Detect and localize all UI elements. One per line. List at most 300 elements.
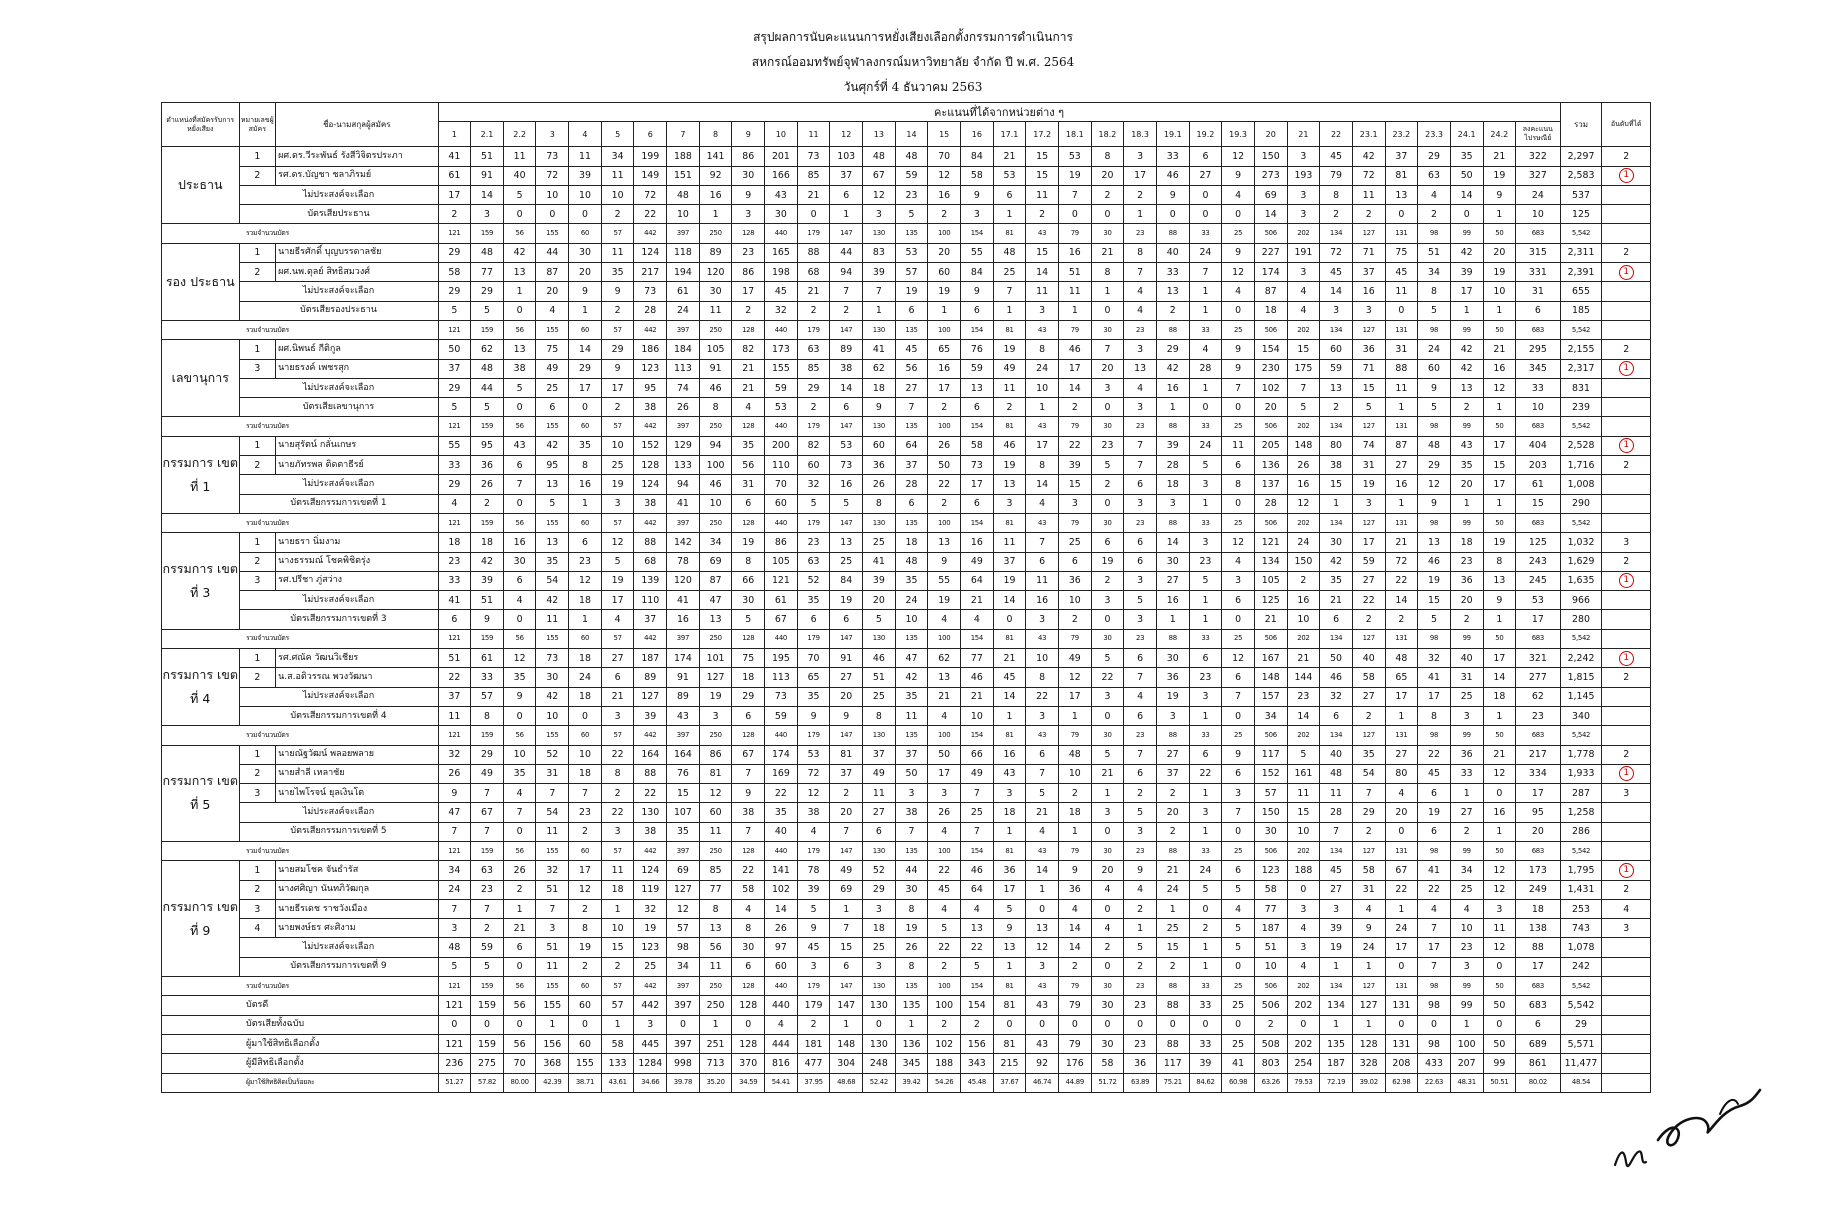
unit-score: 11 [601, 243, 634, 262]
rank-cell [1602, 764, 1651, 783]
unit-score: 0 [569, 205, 602, 224]
header-unit: 10 [765, 122, 798, 147]
unit-score: 147 [830, 513, 863, 532]
unit-score: 23 [1124, 629, 1157, 648]
unit-score: 0 [471, 1015, 504, 1034]
header-candidate-name: ชื่อ-นามสกุลผู้สมัคร [276, 103, 438, 147]
unit-score: 1 [1189, 784, 1222, 803]
unit-score: 250 [699, 977, 732, 996]
unit-score: 683 [1516, 224, 1560, 243]
unit-score: 17 [928, 764, 961, 783]
unit-score: 131 [1385, 417, 1418, 436]
unit-score: 27 [1352, 571, 1385, 590]
unit-score: 88 [1156, 841, 1189, 860]
unit-score: 52.42 [863, 1073, 896, 1092]
unit-score: 442 [634, 841, 667, 860]
unit-score: 60 [1418, 359, 1451, 378]
unit-score: 70 [503, 1054, 536, 1073]
rank-cell [1602, 533, 1651, 552]
unit-score: 397 [667, 1034, 700, 1053]
unit-score: 56 [732, 456, 765, 475]
unit-score: 44.89 [1058, 1073, 1091, 1092]
unit-score: 0 [863, 1015, 896, 1034]
ballot-status-row [162, 938, 1651, 957]
unit-score: 13 [503, 263, 536, 282]
unit-score: 31 [1385, 340, 1418, 359]
unit-score: 136 [895, 1034, 928, 1053]
unit-score: 121 [438, 629, 471, 648]
unit-score: 82 [732, 340, 765, 359]
unit-score: 440 [765, 726, 798, 745]
unit-score: 506 [1254, 513, 1287, 532]
unit-score: 20 [1091, 166, 1124, 185]
unit-score: 8 [1026, 456, 1059, 475]
unit-score: 2 [1189, 919, 1222, 938]
unit-score: 2 [1091, 571, 1124, 590]
unit-score: 130 [863, 977, 896, 996]
rank-cell [1602, 841, 1651, 860]
unit-score: 12 [569, 571, 602, 590]
rank-cell [1602, 398, 1651, 417]
unit-score: 42 [536, 436, 569, 455]
unit-score: 49 [1058, 649, 1091, 668]
unit-score: 5 [895, 205, 928, 224]
unit-score: 8 [895, 899, 928, 918]
row-total: 1,933 [1560, 764, 1602, 783]
unit-score: 119 [634, 880, 667, 899]
candidate-row [162, 880, 1651, 899]
unit-score: 48 [863, 147, 896, 166]
unit-score: 99 [1450, 977, 1483, 996]
rank-number: 2 [1623, 343, 1630, 355]
unit-score: 54 [536, 571, 569, 590]
unit-score: 20 [928, 243, 961, 262]
unit-score: 87 [699, 571, 732, 590]
unit-score: 51 [471, 147, 504, 166]
unit-score: 35 [1450, 456, 1483, 475]
unit-score: 8 [699, 899, 732, 918]
unit-score: 127 [667, 880, 700, 899]
unit-score: 8 [1091, 147, 1124, 166]
unit-score: 251 [699, 1034, 732, 1053]
unit-score: 60 [569, 629, 602, 648]
unit-score: 22 [601, 803, 634, 822]
unit-score: 3 [1124, 571, 1157, 590]
unit-score: 50 [1483, 1034, 1516, 1053]
unit-score: 7 [1124, 263, 1157, 282]
unit-score: 23 [797, 533, 830, 552]
ballot-sum-row [162, 629, 1651, 648]
unit-score: 7 [503, 475, 536, 494]
unit-score: 46 [961, 861, 994, 880]
unit-score: 18 [1450, 533, 1483, 552]
candidate-name: น.ส.อติวรรณ พวงวัฒนา [276, 668, 438, 687]
unit-score: 2 [797, 398, 830, 417]
unit-score: 11 [863, 784, 896, 803]
unit-score: 47 [438, 803, 471, 822]
unit-score: 11 [536, 822, 569, 841]
unit-score: 81 [993, 841, 1026, 860]
unit-score: 25 [536, 378, 569, 397]
rank-cell [1602, 957, 1651, 976]
unit-score: 16 [1483, 803, 1516, 822]
unit-score: 29 [1418, 456, 1451, 475]
candidate-name: รศ.ดร.บัญชา ชลาภิรมย์ [276, 166, 438, 185]
candidate-name: นายภัทรพล ติดตาธีรย์ [276, 456, 438, 475]
unit-score: 7 [1222, 803, 1255, 822]
unit-score: 25 [1222, 996, 1255, 1015]
unit-score: 713 [699, 1054, 732, 1073]
header-unit: 17.1 [993, 122, 1026, 147]
unit-score: 79 [1058, 629, 1091, 648]
rank-cell [1602, 205, 1651, 224]
row-total: 340 [1560, 706, 1602, 725]
unit-score: 1 [1156, 610, 1189, 629]
unit-score: 4 [1385, 784, 1418, 803]
rank-cell [1602, 938, 1651, 957]
rank-cell [1602, 263, 1651, 282]
unit-score: 5 [1124, 938, 1157, 957]
unit-score: 3 [797, 957, 830, 976]
unit-score: 1 [1189, 591, 1222, 610]
unit-score: 147 [830, 996, 863, 1015]
unit-score: 60 [569, 417, 602, 436]
unit-score: 0 [1222, 205, 1255, 224]
unit-score: 683 [1516, 513, 1560, 532]
unit-score: 2 [928, 494, 961, 513]
unit-score: 26 [503, 861, 536, 880]
unit-score: 9 [438, 784, 471, 803]
unit-score: 13 [1124, 359, 1157, 378]
unit-score: 21 [1287, 649, 1320, 668]
unit-score: 19 [993, 456, 1026, 475]
unit-score: 27 [601, 649, 634, 668]
unit-score: 0 [503, 494, 536, 513]
unit-score: 4 [1222, 185, 1255, 204]
unit-score: 20 [569, 263, 602, 282]
unit-score: 2 [830, 301, 863, 320]
unit-score: 506 [1254, 629, 1287, 648]
unit-score: 46 [1320, 668, 1353, 687]
unit-score: 19 [895, 282, 928, 301]
row-total: 1,778 [1560, 745, 1602, 764]
unit-score: 16 [1352, 282, 1385, 301]
unit-score: 1 [1320, 957, 1353, 976]
unit-score: 94 [667, 475, 700, 494]
report-title: สรุปผลการนับคะแนนการหยั่งเสียงเลือกตั้งกรรมการดำเนินการ [753, 30, 1073, 44]
unit-score: 19 [830, 591, 863, 610]
row-total: 5,542 [1560, 841, 1602, 860]
unit-score: 21 [961, 591, 994, 610]
unit-score: 52 [536, 745, 569, 764]
unit-score: 79 [1320, 166, 1353, 185]
unit-score: 7 [1091, 340, 1124, 359]
candidate-number: 1 [239, 861, 276, 880]
unit-score: 397 [667, 629, 700, 648]
unit-score: 32 [1320, 687, 1353, 706]
winner-rank-circle: 1 [1619, 863, 1634, 878]
unit-score: 33 [1516, 378, 1560, 397]
unit-score: 0 [1222, 822, 1255, 841]
unit-score: 22 [601, 745, 634, 764]
unit-score: 84 [961, 147, 994, 166]
unit-score: 67 [863, 166, 896, 185]
unit-score: 56 [895, 359, 928, 378]
unit-score: 29 [471, 282, 504, 301]
unit-score: 179 [797, 841, 830, 860]
unit-score: 87 [1385, 436, 1418, 455]
unit-score: 91 [471, 166, 504, 185]
unit-score: 0 [1091, 301, 1124, 320]
unit-score: 81 [993, 1034, 1026, 1053]
unit-score: 6 [993, 185, 1026, 204]
unit-score: 19 [1483, 166, 1516, 185]
winner-rank-circle: 1 [1619, 651, 1634, 666]
unit-score: 99 [1450, 726, 1483, 745]
candidate-number: 1 [239, 533, 276, 552]
unit-score: 3 [1026, 301, 1059, 320]
candidate-row [162, 668, 1651, 687]
unit-score: 4 [1222, 552, 1255, 571]
candidate-number: 2 [239, 166, 276, 185]
unit-score: 33 [1189, 996, 1222, 1015]
unit-score: 8 [1091, 263, 1124, 282]
rank-cell [1602, 726, 1651, 745]
unit-score: 40 [1320, 745, 1353, 764]
unit-score: 11 [536, 610, 569, 629]
unit-score: 45 [928, 880, 961, 899]
unit-score: 36 [1058, 571, 1091, 590]
unit-score: 60 [765, 957, 798, 976]
unit-score: 35 [732, 436, 765, 455]
unit-score: 10 [1254, 957, 1287, 976]
unit-score: 117 [1156, 1054, 1189, 1073]
unit-score: 92 [1026, 1054, 1059, 1073]
unit-score: 30 [536, 668, 569, 687]
unit-score: 6 [1124, 706, 1157, 725]
unit-score: 34 [1450, 861, 1483, 880]
unit-score: 16 [1156, 591, 1189, 610]
unit-score: 1 [1189, 938, 1222, 957]
unit-score: 130 [863, 320, 896, 339]
unit-score: 2 [1058, 610, 1091, 629]
unit-score: 154 [961, 996, 994, 1015]
ballot-status-row [162, 205, 1651, 224]
unit-score: 8 [601, 764, 634, 783]
unit-score: 37 [830, 764, 863, 783]
row-total: 537 [1560, 185, 1602, 204]
unit-score: 205 [1254, 436, 1287, 455]
unit-score: 0 [1483, 957, 1516, 976]
unit-score: 43 [1450, 436, 1483, 455]
unit-score: 14 [993, 591, 1026, 610]
unit-score: 151 [667, 166, 700, 185]
header-unit: 23.3 [1418, 122, 1451, 147]
unit-score: 13 [503, 340, 536, 359]
candidate-row [162, 243, 1651, 262]
unit-score: 98 [1418, 1034, 1451, 1053]
unit-score: 6 [1026, 552, 1059, 571]
unit-score: 0 [503, 610, 536, 629]
unit-score: 56 [503, 629, 536, 648]
unit-score: 4 [1287, 919, 1320, 938]
unit-score: 72 [536, 166, 569, 185]
unit-score: 23 [569, 552, 602, 571]
rank-number: 4 [1623, 903, 1630, 915]
unit-score: 154 [961, 841, 994, 860]
unit-score: 88 [1516, 938, 1560, 957]
report-subtitle: สหกรณ์ออมทรัพย์จุฬาลงกรณ์มหาวิทยาลัย จำกัด ปี พ.ศ. 2564 [751, 55, 1075, 69]
unit-score: 2 [1352, 610, 1385, 629]
unit-score: 21 [1091, 243, 1124, 262]
unit-score: 12 [1483, 378, 1516, 397]
unit-score: 68 [797, 263, 830, 282]
unit-score: 46.74 [1026, 1073, 1059, 1092]
unit-score: 173 [1516, 861, 1560, 880]
unit-score: 0 [1385, 205, 1418, 224]
unit-score: 32 [536, 861, 569, 880]
unit-score: 3 [1124, 340, 1157, 359]
unit-score: 36 [1156, 668, 1189, 687]
unit-score: 110 [634, 591, 667, 610]
unit-score: 174 [1254, 263, 1287, 282]
unit-score: 7 [993, 282, 1026, 301]
unit-score: 129 [667, 436, 700, 455]
ballot-sum-row [162, 417, 1651, 436]
unit-score: 327 [1516, 166, 1560, 185]
unit-score: 15 [1320, 475, 1353, 494]
unit-score: 131 [1385, 629, 1418, 648]
candidate-row [162, 899, 1651, 918]
unit-score: 128 [732, 841, 765, 860]
row-total: 48.54 [1560, 1073, 1602, 1092]
unit-score: 1 [1450, 301, 1483, 320]
unit-score: 440 [765, 841, 798, 860]
unit-score: 328 [1352, 1054, 1385, 1073]
unit-score: 127 [699, 668, 732, 687]
unit-score: 155 [569, 1054, 602, 1073]
unit-score: 6 [1222, 456, 1255, 475]
unit-score: 0 [1091, 899, 1124, 918]
unit-score: 58 [1352, 668, 1385, 687]
unit-score: 16 [1058, 243, 1091, 262]
unit-score: 59 [1320, 359, 1353, 378]
unit-score: 38 [895, 803, 928, 822]
unit-score: 155 [536, 417, 569, 436]
unit-score: 57 [895, 263, 928, 282]
unit-score: 0 [569, 706, 602, 725]
unit-score: 60 [569, 841, 602, 860]
ballot-sum-label: รวมจำนวนบัตร [162, 320, 439, 339]
unit-score: 36 [1352, 340, 1385, 359]
unit-score: 1 [1385, 494, 1418, 513]
unit-score: 66 [961, 745, 994, 764]
unit-score: 0 [1091, 205, 1124, 224]
unit-score: 38 [634, 494, 667, 513]
unit-score: 79 [1058, 1034, 1091, 1053]
unit-score: 44 [536, 243, 569, 262]
unit-score: 60 [797, 456, 830, 475]
unit-score: 12 [1418, 475, 1451, 494]
unit-score: 343 [961, 1054, 994, 1073]
unit-score: 105 [765, 552, 798, 571]
unit-score: 25 [830, 552, 863, 571]
unit-score: 6 [961, 494, 994, 513]
unit-score: 2 [1156, 822, 1189, 841]
unit-score: 506 [1254, 320, 1287, 339]
row-total: 1,716 [1560, 456, 1602, 475]
unit-score: 14 [993, 687, 1026, 706]
unit-score: 1 [928, 301, 961, 320]
table-header-row [162, 103, 1651, 122]
unit-score: 10 [1287, 822, 1320, 841]
unit-score: 72 [1352, 166, 1385, 185]
unit-score: 100 [928, 224, 961, 243]
unit-score: 16 [1156, 378, 1189, 397]
unit-score: 19 [634, 919, 667, 938]
unit-score: 6 [1516, 1015, 1560, 1034]
unit-score: 506 [1254, 224, 1287, 243]
unit-score: 107 [667, 803, 700, 822]
unit-score: 95 [634, 378, 667, 397]
unit-score: 0 [1418, 1015, 1451, 1034]
unit-score: 506 [1254, 726, 1287, 745]
unit-score: 21 [732, 378, 765, 397]
unit-score: 60 [928, 263, 961, 282]
unit-score: 12 [928, 166, 961, 185]
unit-score: 0 [1287, 880, 1320, 899]
unit-score: 58 [961, 166, 994, 185]
header-unit: 17.2 [1026, 122, 1059, 147]
unit-score: 179 [797, 726, 830, 745]
unit-score: 5 [1418, 398, 1451, 417]
unit-score: 7 [1124, 436, 1157, 455]
unit-score: 18 [471, 533, 504, 552]
unit-score: 30 [895, 880, 928, 899]
unit-score: 105 [699, 340, 732, 359]
unit-score: 2 [1352, 706, 1385, 725]
unit-score: 19 [1058, 166, 1091, 185]
unit-score: 2 [471, 919, 504, 938]
unit-score: 154 [961, 320, 994, 339]
unit-score: 130 [863, 841, 896, 860]
unit-score: 50 [1483, 513, 1516, 532]
unit-score: 121 [438, 977, 471, 996]
rank-cell [1602, 591, 1651, 610]
unit-score: 134 [1320, 841, 1353, 860]
unit-score: 315 [1516, 243, 1560, 262]
unit-score: 5 [1189, 456, 1222, 475]
unit-score: 60 [699, 803, 732, 822]
unit-score: 55 [928, 571, 961, 590]
unit-score: 38 [1320, 456, 1353, 475]
unit-score: 113 [765, 668, 798, 687]
unit-score: 58 [438, 263, 471, 282]
unit-score: 49 [863, 764, 896, 783]
unit-score: 35 [569, 436, 602, 455]
unit-score: 8 [1222, 475, 1255, 494]
unit-score: 4 [1418, 899, 1451, 918]
unit-score: 33 [1189, 841, 1222, 860]
unit-score: 10 [699, 494, 732, 513]
unit-score: 1 [1156, 398, 1189, 417]
unit-score: 16 [1287, 475, 1320, 494]
unit-score: 44 [830, 243, 863, 262]
unit-score: 0 [503, 1015, 536, 1034]
unit-score: 1 [1385, 398, 1418, 417]
unit-score: 50 [1483, 320, 1516, 339]
unit-score: 121 [438, 513, 471, 532]
